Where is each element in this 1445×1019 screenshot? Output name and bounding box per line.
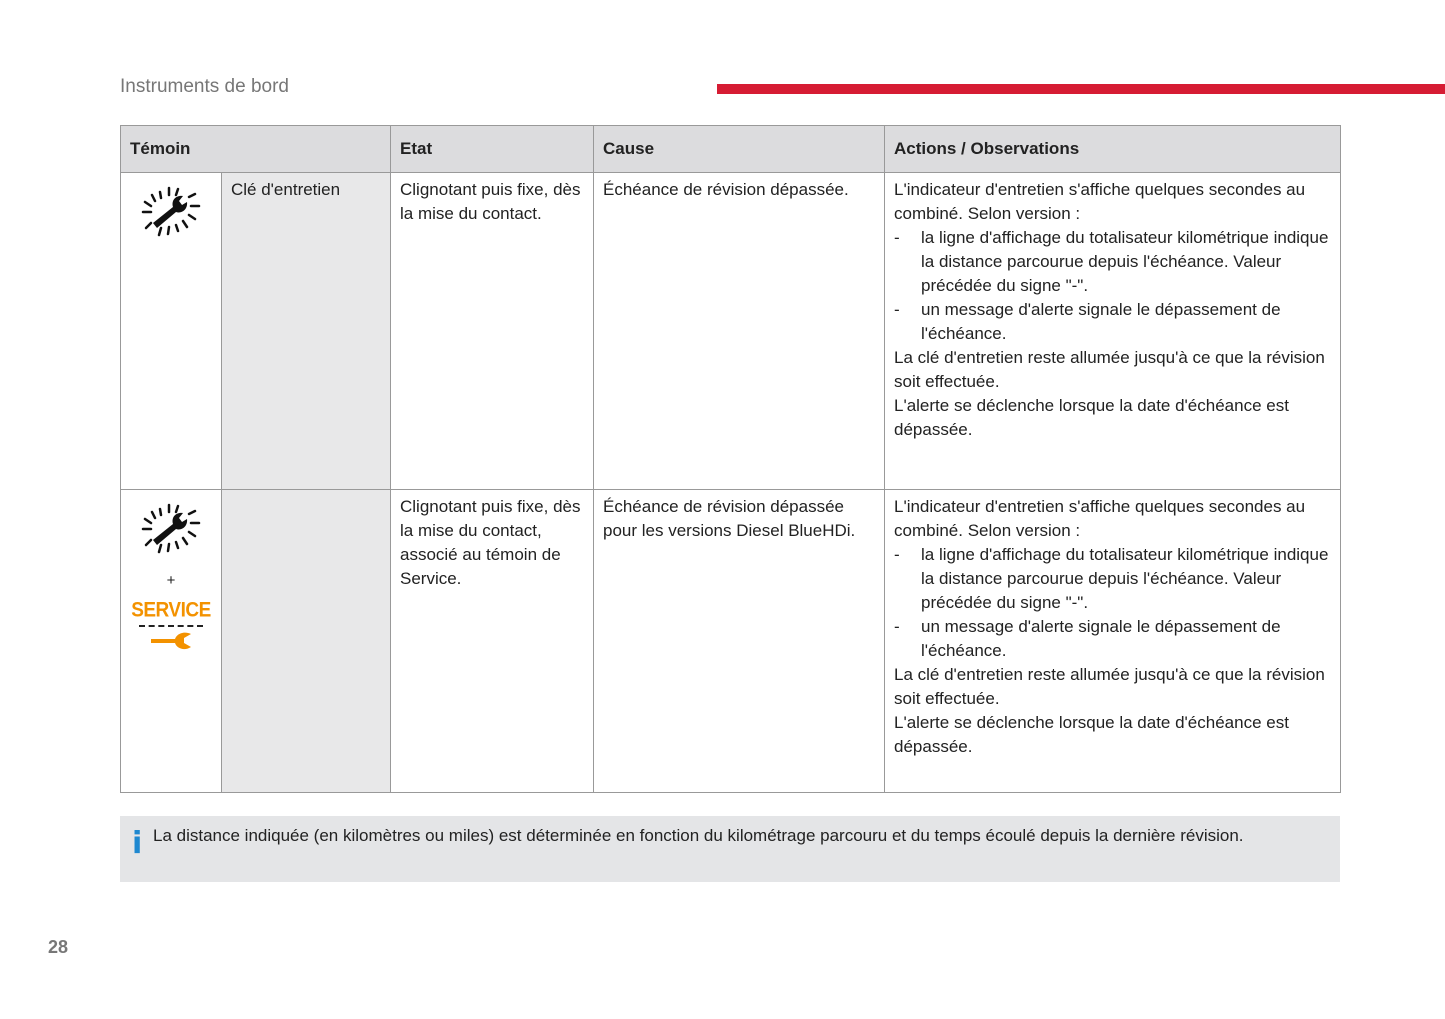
service-dashes (139, 625, 203, 627)
plus-sign: + (166, 572, 176, 589)
accent-bar (717, 84, 1445, 94)
list-item: - un message d'alerte signale le dépassement de l'échéance. (894, 298, 1331, 346)
orange-wrench-icon (149, 631, 193, 651)
wrench-flashing-icon (139, 502, 203, 556)
header-actions: Actions / Observations (885, 126, 1341, 173)
list-item: - la ligne d'affichage du totalisateur kilométrique indique la distance parcourue depuis l'échéance. Valeur précédée du signe "-". (894, 543, 1331, 615)
warning-lights-table (120, 125, 1341, 793)
actions-paragraph: L'alerte se déclenche lorsque la date d'échéance est dépassée. (894, 713, 1289, 756)
temoin-label: Clé d'entretien (222, 173, 391, 490)
header-temoin: Témoin (121, 126, 391, 173)
actions-paragraph: L'alerte se déclenche lorsque la date d'échéance est dépassée. (894, 396, 1289, 439)
actions-paragraph: La clé d'entretien reste allumée jusqu'à ce que la révision soit effectuée. (894, 665, 1325, 708)
service-icon-label: SERVICE (131, 598, 211, 622)
actions-intro: L'indicateur d'entretien s'affiche quelques secondes au combiné. Selon version : (894, 497, 1306, 540)
actions-cell (885, 173, 1341, 490)
wrench-flashing-icon (139, 185, 203, 239)
header-etat: Etat (391, 126, 594, 173)
table-header-row (121, 126, 1341, 173)
etat-cell: Clignotant puis fixe, dès la mise du contact, associé au témoin de Service. (391, 490, 594, 793)
header-cause: Cause (594, 126, 885, 173)
cause-cell: Échéance de révision dépassée. (594, 173, 885, 490)
temoin-label (222, 490, 391, 793)
list-item: - un message d'alerte signale le dépassement de l'échéance. (894, 615, 1331, 663)
list-item: - la ligne d'affichage du totalisateur kilométrique indique la distance parcourue depuis l'échéance. Valeur précédée du signe "-". (894, 226, 1331, 298)
table-row (121, 173, 1341, 490)
actions-paragraph: La clé d'entretien reste allumée jusqu'à ce que la révision soit effectuée. (894, 348, 1325, 391)
actions-intro: L'indicateur d'entretien s'affiche quelques secondes au combiné. Selon version : (894, 180, 1306, 223)
section-title: Instruments de bord (120, 76, 289, 97)
page-number: 28 (48, 937, 69, 957)
info-note (120, 816, 1340, 882)
info-icon: i (132, 826, 143, 861)
etat-cell: Clignotant puis fixe, dès la mise du contact. (391, 173, 594, 490)
info-note-text: La distance indiquée (en kilomètres ou miles) est déterminée en fonction du kilométrage parcouru et du temps écoulé depuis la dernière révision. (153, 826, 1244, 845)
cause-cell: Échéance de révision dépassée pour les versions Diesel BlueHDi. (594, 490, 885, 793)
actions-cell (885, 490, 1341, 793)
table-row (121, 490, 1341, 793)
